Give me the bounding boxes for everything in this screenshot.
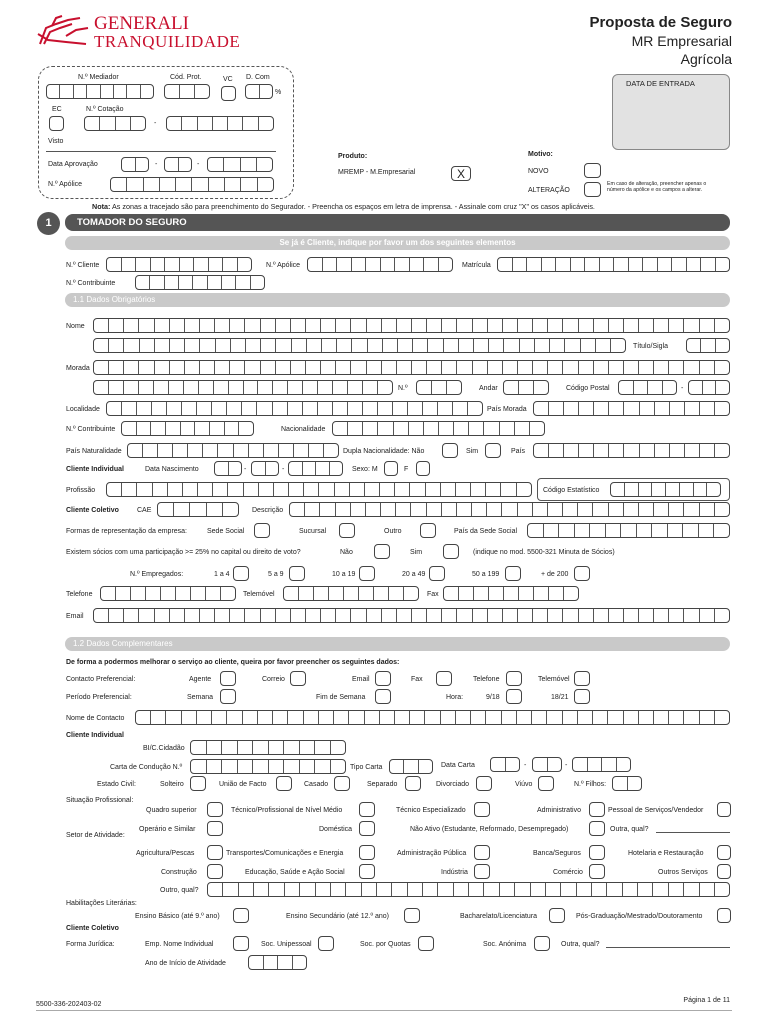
carta-day[interactable] bbox=[490, 757, 520, 772]
situacao-label: Situação Profissional: bbox=[66, 797, 134, 804]
pos-graduacao-checkbox[interactable] bbox=[717, 908, 731, 923]
industria-checkbox[interactable] bbox=[474, 864, 490, 879]
socios-question: Existem sócios com uma participação >= 25% no capital ou direito de voto? bbox=[66, 549, 301, 556]
produto-label: Produto: bbox=[338, 153, 368, 160]
lion-emblem-icon bbox=[36, 14, 96, 48]
contacto-telemovel-label: Telemóvel bbox=[538, 676, 570, 683]
soc-quotas-checkbox[interactable] bbox=[418, 936, 434, 951]
hotelaria-checkbox[interactable] bbox=[717, 845, 731, 860]
vc-label: VC bbox=[223, 76, 233, 83]
hora-9-18-label: 9/18 bbox=[486, 694, 500, 701]
administrativo-checkbox[interactable] bbox=[589, 802, 605, 817]
pais-morada-field[interactable] bbox=[533, 401, 730, 416]
contacto-label: Contacto Preferencial: bbox=[66, 676, 136, 683]
cod-prot-field[interactable] bbox=[164, 84, 210, 99]
socios-sim-checkbox[interactable] bbox=[443, 544, 459, 559]
page-subtitle-1: MR Empresarial bbox=[631, 33, 732, 49]
banca-checkbox[interactable] bbox=[589, 845, 605, 860]
tecnico-esp-checkbox[interactable] bbox=[474, 802, 490, 817]
formas-label: Formas de representação da empresa: bbox=[66, 528, 188, 535]
filhos-field[interactable] bbox=[612, 776, 642, 791]
outra-forma-line[interactable] bbox=[606, 947, 730, 948]
visto-label: Visto bbox=[48, 138, 64, 145]
descricao-field[interactable] bbox=[289, 502, 730, 517]
outros-servicos-checkbox[interactable] bbox=[717, 864, 731, 879]
viuvo-label: Viúvo bbox=[515, 781, 533, 788]
sexo-m-checkbox[interactable] bbox=[384, 461, 398, 476]
filhos-label: N.º Filhos: bbox=[574, 781, 607, 788]
data-entrada-label: DATA DE ENTRADA bbox=[626, 79, 695, 88]
separado-label: Separado bbox=[367, 781, 398, 788]
sede-social-label: Sede Social bbox=[207, 528, 245, 535]
carta-label: Carta de Condução N.º bbox=[110, 764, 183, 771]
andar-field[interactable] bbox=[503, 380, 549, 395]
nascimento-day[interactable] bbox=[214, 461, 242, 476]
sucursal-label: Sucursal bbox=[299, 528, 327, 535]
educacao-label: Educação, Saúde e Ação Social bbox=[245, 869, 345, 876]
n-apolice-field[interactable] bbox=[307, 257, 453, 272]
emp-1-4-checkbox[interactable] bbox=[233, 566, 249, 581]
nota-label: Nota: bbox=[92, 202, 111, 211]
casado-label: Casado bbox=[304, 781, 329, 788]
aprovacao-year[interactable] bbox=[207, 157, 273, 172]
forma-juridica-label: Forma Jurídica: bbox=[66, 941, 115, 948]
socios-sim-label: Sim bbox=[410, 549, 423, 556]
banca-label: Banca/Seguros bbox=[533, 850, 581, 857]
bi-field[interactable] bbox=[190, 740, 346, 755]
pessoal-checkbox[interactable] bbox=[717, 802, 731, 817]
mediador-label: N.º Mediador bbox=[78, 74, 119, 81]
soc-unipessoal-label: Soc. Unipessoal bbox=[261, 941, 312, 948]
domestica-label: Doméstica bbox=[319, 826, 353, 833]
estado-civil-label: Estado Civil: bbox=[97, 781, 136, 788]
page-number: Página 1 de 11 bbox=[683, 997, 730, 1004]
cod-estatistico-label: Código Estatístico bbox=[543, 487, 600, 494]
operario-label: Operário e Similar bbox=[139, 826, 196, 833]
cotacao-label: N.º Cotação bbox=[86, 106, 124, 113]
dupla-sim-label: Sim bbox=[466, 448, 479, 455]
telemovel-field[interactable] bbox=[283, 586, 419, 601]
transportes-checkbox[interactable] bbox=[359, 845, 375, 860]
comercio-label: Comércio bbox=[553, 869, 583, 876]
socios-nao-checkbox[interactable] bbox=[374, 544, 390, 559]
novo-label: NOVO bbox=[528, 168, 549, 175]
page-title: Proposta de Seguro bbox=[589, 14, 732, 31]
contacto-correio-checkbox[interactable] bbox=[290, 671, 306, 686]
solteiro-checkbox[interactable] bbox=[190, 776, 206, 791]
nome-field-1[interactable] bbox=[93, 318, 730, 333]
bacharelato-checkbox[interactable] bbox=[549, 908, 565, 923]
ec-field[interactable] bbox=[49, 116, 64, 131]
comercio-checkbox[interactable] bbox=[589, 864, 605, 879]
contacto-telefone-checkbox[interactable] bbox=[506, 671, 522, 686]
carta-month[interactable] bbox=[532, 757, 562, 772]
agricultura-label: Agricultura/Pescas bbox=[136, 850, 195, 857]
emp-10-19-label: 10 a 19 bbox=[332, 571, 356, 578]
aprovacao-month[interactable] bbox=[164, 157, 192, 172]
visto-line bbox=[46, 151, 276, 152]
cliente-individual-heading: Cliente Individual bbox=[66, 466, 124, 473]
nome-field-2[interactable] bbox=[93, 338, 626, 353]
morada-field-2[interactable] bbox=[93, 380, 393, 395]
contribuinte-field[interactable] bbox=[121, 421, 254, 436]
alteracao-note-2: número da apólice e os campos a alterar. bbox=[607, 187, 703, 193]
titulo-field[interactable] bbox=[686, 338, 730, 353]
cae-label: CAE bbox=[137, 507, 152, 514]
nacionalidade-field[interactable] bbox=[332, 421, 545, 436]
cod-estatistico-field[interactable] bbox=[610, 482, 721, 497]
n-apolice-label: N.º Apólice bbox=[266, 262, 301, 269]
adm-publica-checkbox[interactable] bbox=[474, 845, 490, 860]
emp-20-49-checkbox[interactable] bbox=[429, 566, 445, 581]
numero-label: N.º bbox=[398, 385, 408, 392]
ec-label: EC bbox=[52, 106, 62, 113]
uniao-label: União de Facto bbox=[219, 781, 267, 788]
periodo-fim-semana-label: Fim de Semana bbox=[316, 694, 366, 701]
socios-nao-label: Não bbox=[340, 549, 353, 556]
outro-setor-label: Outro, qual? bbox=[160, 887, 199, 894]
localidade-field[interactable] bbox=[106, 401, 483, 416]
hora-18-21-label: 18/21 bbox=[551, 694, 569, 701]
quadro-superior-label: Quadro superior bbox=[146, 807, 197, 814]
nao-ativo-label: Não Ativo (Estudante, Reformado, Desempregado) bbox=[410, 826, 569, 833]
bacharelato-label: Bacharelato/Licenciatura bbox=[460, 913, 538, 920]
outro-rep-checkbox[interactable] bbox=[420, 523, 436, 538]
nascimento-year[interactable] bbox=[288, 461, 343, 476]
codigo-postal-label: Código Postal bbox=[566, 385, 610, 392]
contacto-agente-checkbox[interactable] bbox=[220, 671, 236, 686]
nascimento-month[interactable] bbox=[251, 461, 279, 476]
telemovel-label: Telemóvel bbox=[243, 591, 275, 598]
viuvo-checkbox[interactable] bbox=[538, 776, 554, 791]
emp-10-19-checkbox[interactable] bbox=[359, 566, 375, 581]
soc-unipessoal-checkbox[interactable] bbox=[318, 936, 334, 951]
separado-checkbox[interactable] bbox=[405, 776, 421, 791]
carta-year[interactable] bbox=[572, 757, 631, 772]
page-subtitle-2: Agrícola bbox=[680, 51, 732, 67]
emp-200-checkbox[interactable] bbox=[574, 566, 590, 581]
dupla-pais-label: País bbox=[511, 448, 526, 455]
sexo-f-checkbox[interactable] bbox=[416, 461, 430, 476]
tecnico-prof-label: Técnico/Profissional de Nível Médio bbox=[231, 807, 343, 814]
nome-contacto-label: Nome de Contacto bbox=[66, 715, 125, 722]
section-number: 1 bbox=[37, 212, 60, 235]
contacto-telemovel-checkbox[interactable] bbox=[574, 671, 590, 686]
apolice-office-label: N.º Apólice bbox=[48, 181, 83, 188]
emp-20-49-label: 20 a 49 bbox=[402, 571, 426, 578]
ensino-basico-label: Ensino Básico (até 9.º ano) bbox=[135, 913, 220, 920]
cod-prot-label: Cód. Prot. bbox=[170, 74, 202, 81]
nota-text: As zonas a tracejado são para preenchimento do Segurador. - Preencha os espaços em letra de imprensa. - Assinale com cruz "X" os casos aplicáveis. bbox=[111, 202, 595, 211]
adm-publica-label: Administração Pública bbox=[397, 850, 467, 857]
alteracao-note-1: Em caso de alteração, preencher apenas o bbox=[607, 181, 707, 187]
brand-tranquilidade: TRANQUILIDADE bbox=[94, 32, 241, 51]
nao-ativo-checkbox[interactable] bbox=[589, 821, 605, 836]
numero-field[interactable] bbox=[416, 380, 462, 395]
educacao-checkbox[interactable] bbox=[359, 864, 375, 879]
generali-logo bbox=[36, 14, 246, 54]
tecnico-esp-label: Técnico Especializado bbox=[396, 807, 466, 814]
outra-situacao-line[interactable] bbox=[656, 832, 730, 833]
carta-field[interactable] bbox=[190, 759, 346, 774]
emp-5-9-label: 5 a 9 bbox=[268, 571, 284, 578]
domestica-checkbox[interactable] bbox=[359, 821, 375, 836]
aprovacao-day[interactable] bbox=[121, 157, 149, 172]
andar-label: Andar bbox=[479, 385, 498, 392]
section-1-1-bar: 1.1 Dados Obrigatórios bbox=[65, 293, 730, 307]
sexo-m-label: Sexo: M bbox=[352, 466, 378, 473]
soc-quotas-label: Soc. por Quotas bbox=[360, 941, 411, 948]
complementares-intro: De forma a podermos melhorar o serviço ao cliente, queira por favor preencher os seguintes dados: bbox=[66, 659, 400, 666]
matricula-field[interactable] bbox=[497, 257, 730, 272]
cae-field[interactable] bbox=[157, 502, 239, 517]
nome-contacto-field[interactable] bbox=[135, 710, 730, 725]
ensino-secundario-label: Ensino Secundário (até 12.º ano) bbox=[286, 913, 389, 920]
socios-note: (indique no mod. 5500-321 Minuta de Sócios) bbox=[473, 549, 615, 556]
divorciado-label: Divorciado bbox=[436, 781, 470, 788]
footer-line bbox=[36, 1010, 732, 1011]
tipo-carta-field[interactable] bbox=[389, 759, 433, 774]
section-1-2-bar: 1.2 Dados Complementares bbox=[65, 637, 730, 651]
periodo-label: Período Preferencial: bbox=[66, 694, 132, 701]
construcao-checkbox[interactable] bbox=[207, 864, 223, 879]
tipo-carta-label: Tipo Carta bbox=[350, 764, 383, 771]
n-contribuinte-cliente-field[interactable] bbox=[135, 275, 265, 290]
periodo-semana-label: Semana bbox=[187, 694, 214, 701]
pais-naturalidade-field[interactable] bbox=[127, 443, 339, 458]
periodo-fim-semana-checkbox[interactable] bbox=[375, 689, 391, 704]
dupla-nao-checkbox[interactable] bbox=[442, 443, 458, 458]
d-com-field[interactable] bbox=[245, 84, 273, 99]
email-label: Email bbox=[66, 613, 84, 620]
casado-checkbox[interactable] bbox=[334, 776, 350, 791]
nacionalidade-label: Nacionalidade bbox=[281, 426, 326, 433]
profissao-field[interactable] bbox=[106, 482, 532, 497]
operario-checkbox[interactable] bbox=[207, 821, 223, 836]
localidade-label: Localidade bbox=[66, 406, 100, 413]
titulo-label: Título/Sigla bbox=[633, 343, 669, 350]
pais-sede-label: País da Sede Social bbox=[454, 528, 518, 535]
comp-cliente-individual-heading: Cliente Individual bbox=[66, 732, 124, 739]
fax-field[interactable] bbox=[443, 586, 579, 601]
hora-18-21-checkbox[interactable] bbox=[574, 689, 590, 704]
cotacao-field-1[interactable] bbox=[84, 116, 146, 131]
outra-forma-label: Outra, qual? bbox=[561, 941, 600, 948]
construcao-label: Construção bbox=[161, 869, 197, 876]
ensino-secundario-checkbox[interactable] bbox=[404, 908, 420, 923]
alteracao-label: ALTERAÇÃO bbox=[528, 187, 570, 194]
hora-9-18-checkbox[interactable] bbox=[506, 689, 522, 704]
produto-value: MREMP - M.Empresarial bbox=[338, 169, 416, 176]
agricultura-checkbox[interactable] bbox=[207, 845, 223, 860]
emp-200-label: + de 200 bbox=[541, 571, 569, 578]
form-code: 5500-336-202403-02 bbox=[36, 1001, 102, 1008]
data-carta-label: Data Carta bbox=[441, 762, 475, 769]
comp-cliente-coletivo-heading: Cliente Coletivo bbox=[66, 925, 119, 932]
codigo-postal-field-1[interactable] bbox=[618, 380, 677, 395]
contribuinte-label: N.º Contribuinte bbox=[66, 426, 116, 433]
periodo-semana-checkbox[interactable] bbox=[220, 689, 236, 704]
telefone-field[interactable] bbox=[100, 586, 236, 601]
uniao-checkbox[interactable] bbox=[276, 776, 292, 791]
ano-inicio-field[interactable] bbox=[248, 955, 307, 970]
sexo-f-label: F bbox=[404, 466, 409, 473]
contacto-fax-label: Fax bbox=[411, 676, 423, 683]
outros-servicos-label: Outros Serviços bbox=[658, 869, 708, 876]
tecnico-prof-checkbox[interactable] bbox=[359, 802, 375, 817]
hotelaria-label: Hotelaria e Restauração bbox=[628, 850, 704, 857]
fax-label: Fax bbox=[427, 591, 439, 598]
contacto-correio-label: Correio bbox=[262, 676, 285, 683]
emp-nome-individual-checkbox[interactable] bbox=[233, 936, 249, 951]
n-contribuinte-cliente-label: N.º Contribuinte bbox=[66, 280, 116, 287]
apolice-office-field[interactable] bbox=[110, 177, 274, 192]
produto-checkbox[interactable]: X bbox=[451, 166, 471, 181]
descricao-label: Descrição bbox=[252, 507, 284, 514]
cliente-coletivo-heading: Cliente Coletivo bbox=[66, 507, 119, 514]
d-com-label: D. Com bbox=[246, 74, 270, 81]
quadro-superior-checkbox[interactable] bbox=[207, 802, 223, 817]
industria-label: Indústria bbox=[441, 869, 468, 876]
pos-graduacao-label: Pós-Graduação/Mestrado/Doutoramento bbox=[576, 913, 703, 920]
profissao-label: Profissão bbox=[66, 487, 96, 494]
n-cliente-field[interactable] bbox=[106, 257, 252, 272]
divorciado-checkbox[interactable] bbox=[476, 776, 492, 791]
percent-sign: % bbox=[275, 89, 282, 96]
dupla-pais-field[interactable] bbox=[533, 443, 730, 458]
motivo-label: Motivo: bbox=[528, 151, 553, 158]
data-aprovacao-label: Data Aprovação bbox=[48, 161, 98, 168]
morada-field-1[interactable] bbox=[93, 360, 730, 375]
outro-setor-field[interactable] bbox=[207, 882, 730, 897]
novo-checkbox[interactable] bbox=[584, 163, 601, 178]
emp-nome-individual-label: Emp. Nome Individual bbox=[145, 941, 214, 948]
pessoal-label: Pessoal de Serviços/Vendedor bbox=[608, 807, 704, 814]
emp-50-199-label: 50 a 199 bbox=[472, 571, 500, 578]
emp-5-9-checkbox[interactable] bbox=[289, 566, 305, 581]
matricula-label: Matrícula bbox=[462, 262, 491, 269]
habilitacoes-label: Habilitações Literárias: bbox=[66, 900, 137, 907]
sucursal-checkbox[interactable] bbox=[339, 523, 355, 538]
ensino-basico-checkbox[interactable] bbox=[233, 908, 249, 923]
transportes-label: Transportes/Comunicações e Energia bbox=[226, 850, 344, 857]
pais-sede-field[interactable] bbox=[527, 523, 730, 538]
pais-naturalidade-label: País Naturalidade bbox=[66, 448, 122, 455]
setor-label: Setor de Atividade: bbox=[66, 832, 125, 839]
cotacao-field-2[interactable] bbox=[166, 116, 274, 131]
n-cliente-label: N.º Cliente bbox=[66, 262, 100, 269]
outra-situacao-label: Outra, qual? bbox=[610, 826, 649, 833]
alteracao-checkbox[interactable] bbox=[584, 182, 601, 197]
pais-morada-label: País Morada bbox=[487, 406, 527, 413]
hora-label: Hora: bbox=[446, 694, 464, 701]
contacto-agente-label: Agente bbox=[189, 676, 212, 683]
emp-50-199-checkbox[interactable] bbox=[505, 566, 521, 581]
dupla-nacionalidade-label: Dupla Nacionalidade: Não bbox=[343, 448, 425, 455]
dupla-sim-checkbox[interactable] bbox=[485, 443, 501, 458]
sede-social-checkbox[interactable] bbox=[254, 523, 270, 538]
administrativo-label: Administrativo bbox=[537, 807, 581, 814]
section-title: TOMADOR DO SEGURO bbox=[65, 214, 730, 231]
morada-label: Morada bbox=[66, 365, 90, 372]
soc-anonima-checkbox[interactable] bbox=[534, 936, 550, 951]
contacto-fax-checkbox[interactable] bbox=[436, 671, 452, 686]
empregados-label: N.º Empregados: bbox=[130, 571, 184, 578]
codigo-postal-field-2[interactable] bbox=[688, 380, 730, 395]
contacto-email-checkbox[interactable] bbox=[375, 671, 391, 686]
data-nascimento-label: Data Nascimento bbox=[145, 466, 199, 473]
ano-inicio-label: Ano de Início de Atividade bbox=[145, 960, 226, 967]
vc-checkbox[interactable] bbox=[221, 86, 236, 101]
mediador-field[interactable] bbox=[46, 84, 154, 99]
nome-label: Nome bbox=[66, 323, 85, 330]
bi-label: BI/C.Cidadão bbox=[143, 745, 185, 752]
solteiro-label: Solteiro bbox=[160, 781, 184, 788]
cliente-bar: Se já é Cliente, indique por favor um dos seguintes elementos bbox=[65, 236, 730, 250]
soc-anonima-label: Soc. Anónima bbox=[483, 941, 527, 948]
email-field[interactable] bbox=[93, 608, 730, 623]
telefone-label: Telefone bbox=[66, 591, 93, 598]
contacto-telefone-label: Telefone bbox=[473, 676, 500, 683]
emp-1-4-label: 1 a 4 bbox=[214, 571, 230, 578]
outro-rep-label: Outro bbox=[384, 528, 402, 535]
contacto-email-label: Email bbox=[352, 676, 370, 683]
brand-generali: GENERALI bbox=[94, 13, 189, 34]
